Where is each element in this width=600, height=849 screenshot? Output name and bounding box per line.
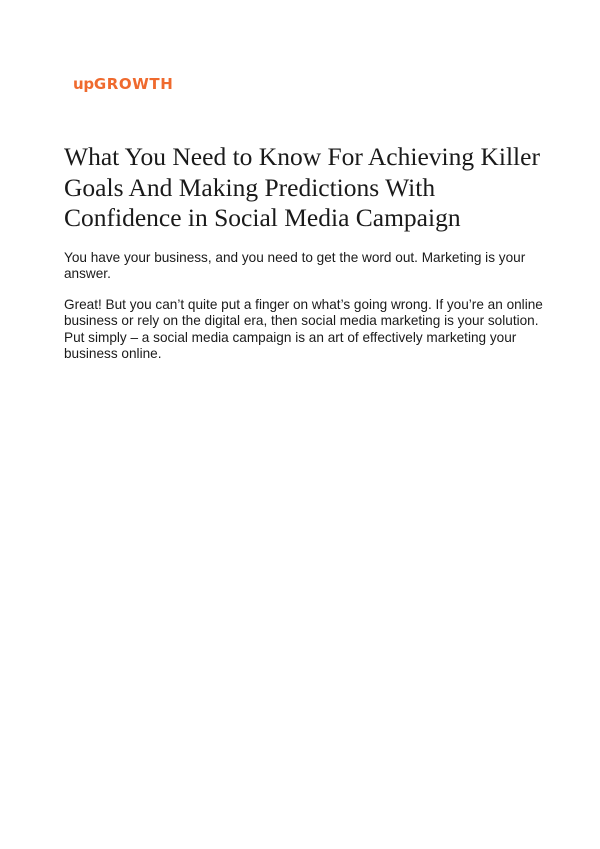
upgrowth-logo <box>73 76 173 92</box>
article-title: What You Need to Know For Achieving Killer Goals And Making Predictions With Confidence in Social Media Campaign <box>64 142 540 232</box>
paragraph-solution: Great! But you can’t quite put a finger on what’s going wrong. If you’re an online business or rely on the digital era, then social media marketing is your solution. Put simply – a social media campaign is an art of effectively marketing your business online. <box>64 297 543 362</box>
paragraph-intro: You have your business, and you need to get the word out. Marketing is your answer. <box>64 250 526 282</box>
logo-up-text: up <box>73 75 94 93</box>
logo-growth-text: GROWTH <box>93 75 174 93</box>
